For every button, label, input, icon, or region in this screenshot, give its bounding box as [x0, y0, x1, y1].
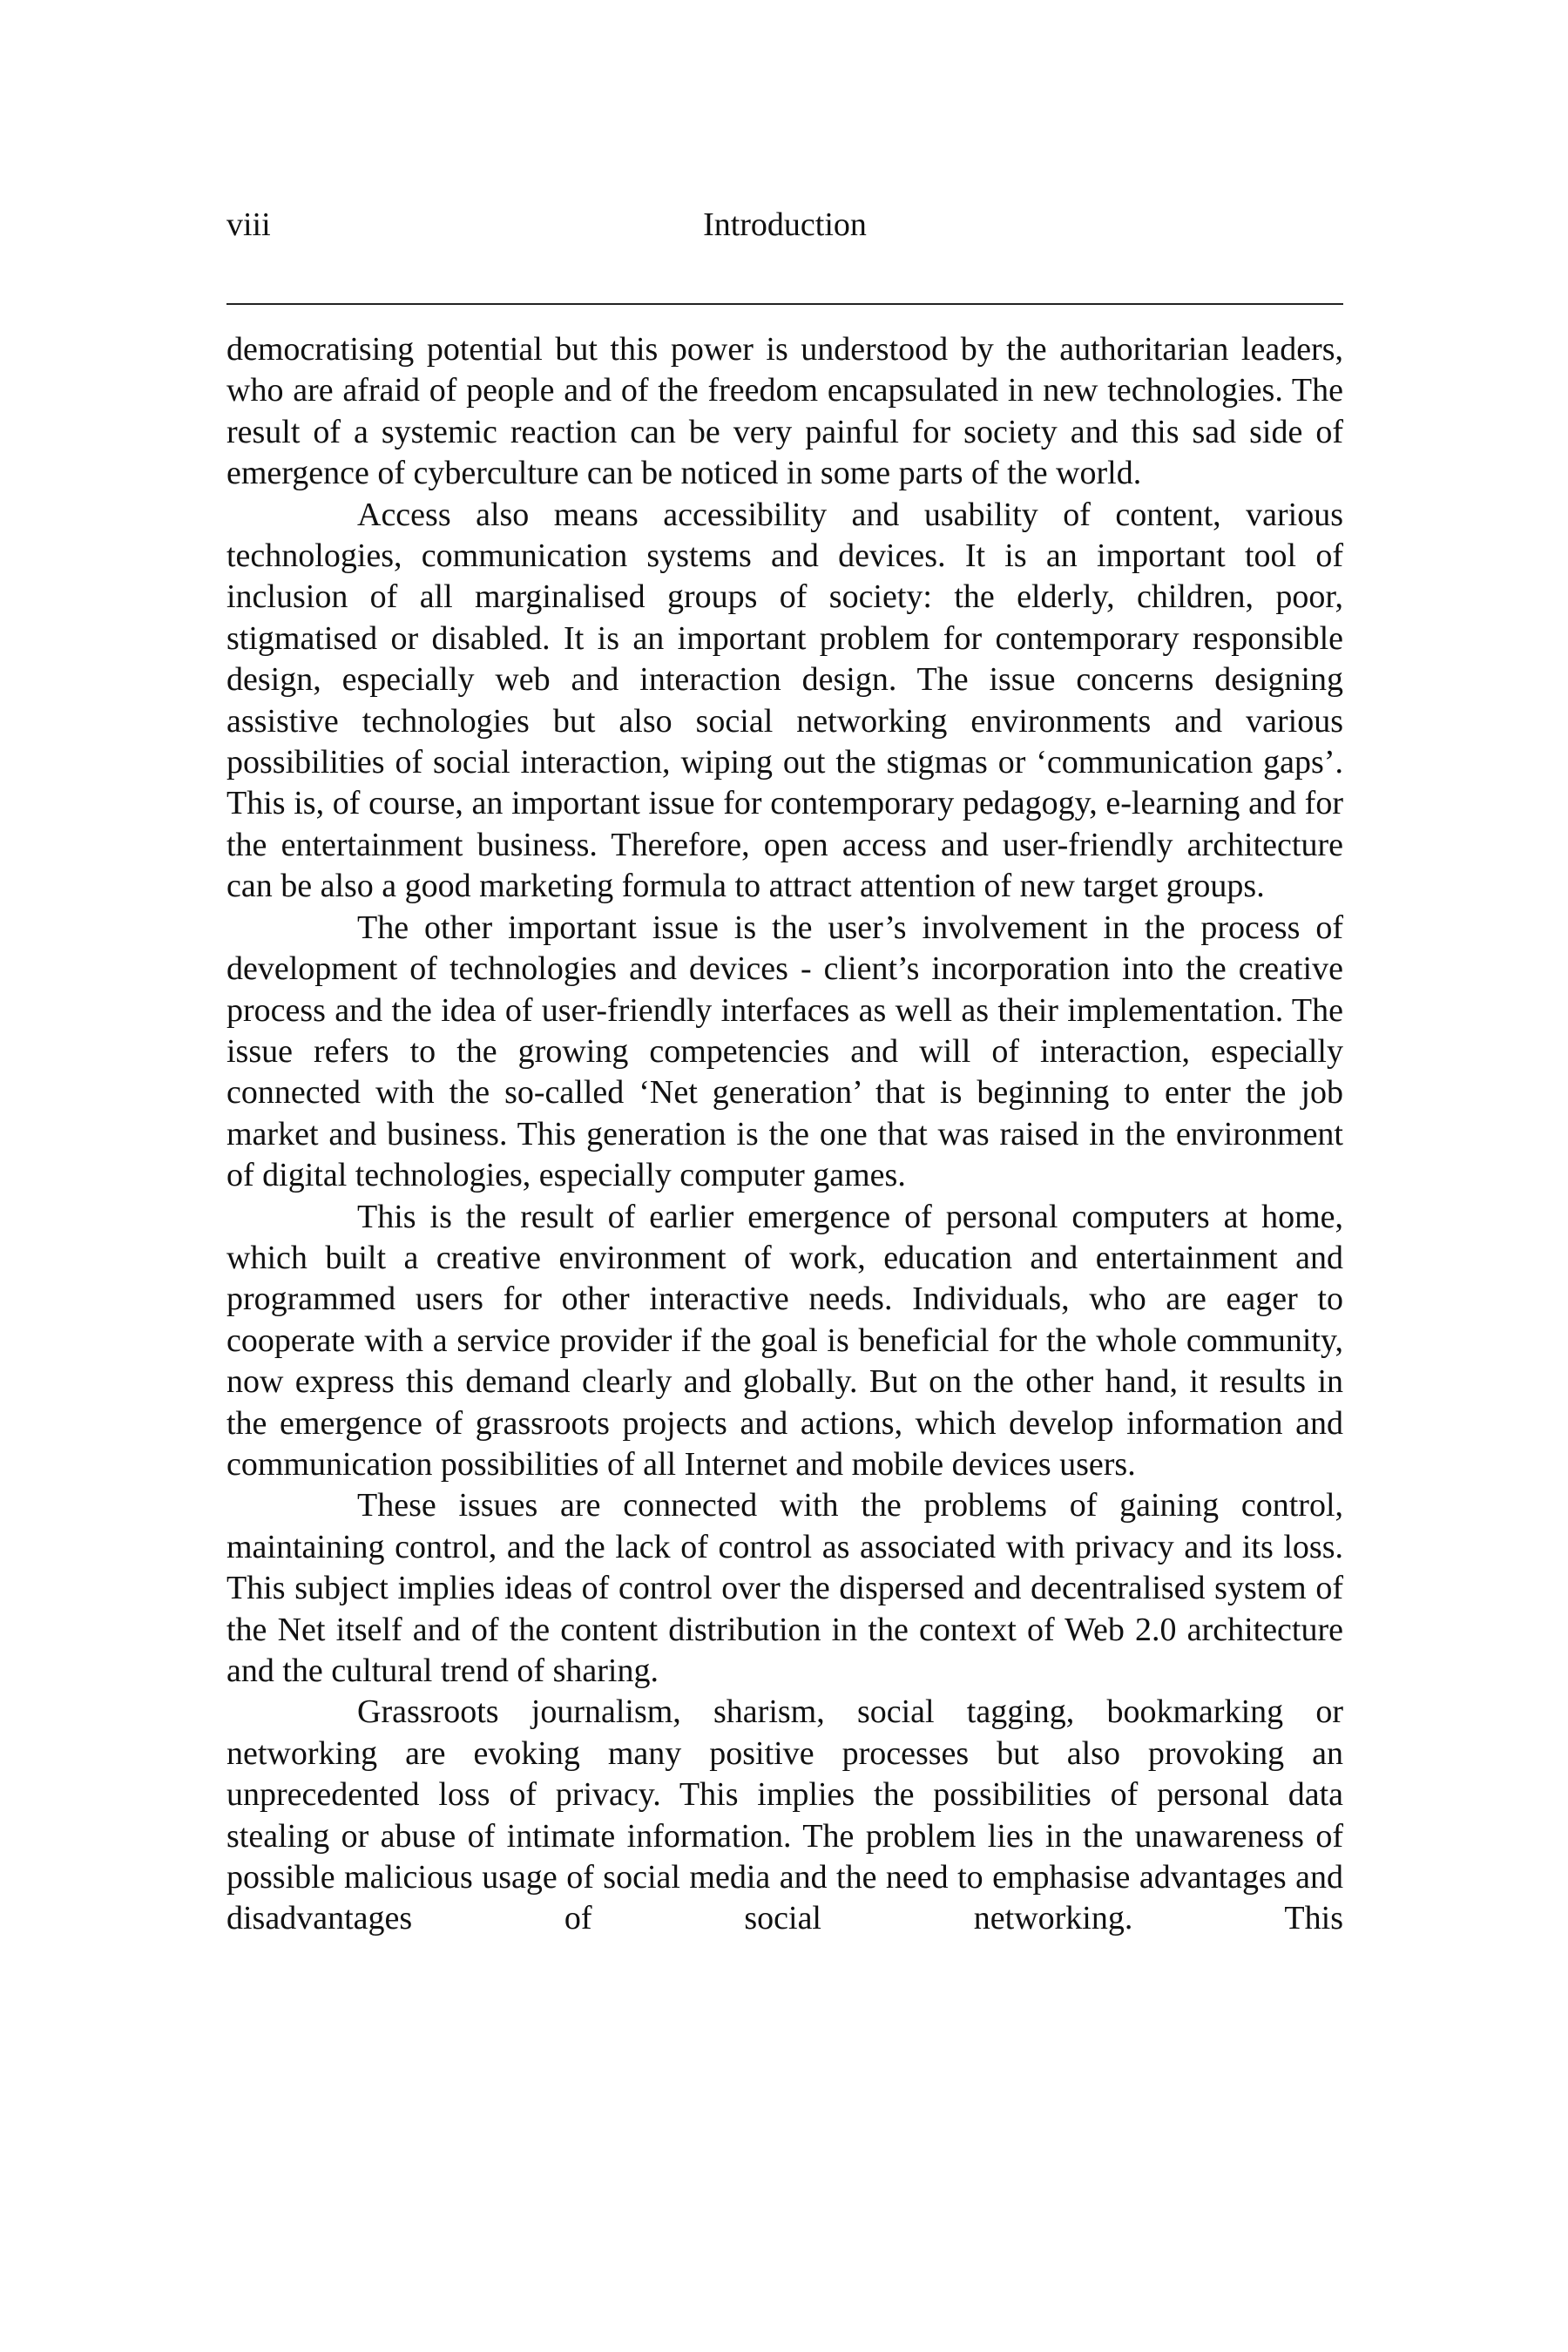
running-title: Introduction	[703, 206, 867, 243]
body-text	[226, 329, 1343, 1940]
header-rule	[226, 303, 1343, 305]
paragraph: These issues are connected with the problems of gaining control, maintaining control, and the lack of control as associated with privacy and its loss. This subject implies ideas of control over the dispersed and decentralised system of the Net itself and of the content distribution in the context of Web 2.0 architecture and the cultural trend of sharing.	[226, 1487, 1343, 1689]
paragraph: democratising potential but this power is understood by the authoritarian leaders, who are afraid of people and of the freedom encapsulated in new technologies. The result of a systemic reaction can be very painful for society and this sad side of emergence of cyberculture can be noticed in some parts of the world.	[226, 331, 1343, 492]
page-number: viii	[226, 206, 271, 243]
page-header	[226, 203, 1343, 247]
paragraph: Access also means accessibility and usability of content, various technologies, communication systems and devices. It is an important tool of inclusion of all marginalised groups of society: the elderly, children, poor, stigmatised or disabled. It is an important problem for contemporary responsible design, especially web and interaction design. The issue concerns designing assistive technologies but also social networking environments and various possibilities of social interaction, wiping out the stigmas or ‘communication gaps’. This is, of course, an important issue for contemporary pedagogy, e-learning and for the entertainment business. Therefore, open access and user-friendly architecture can be also a good marketing formula to attract attention of new target groups.	[226, 496, 1343, 905]
paragraph: The other important issue is the user’s involvement in the process of development of technologies and devices - client’s incorporation into the creative process and the idea of user-friendly interfaces as well as their implementation. The issue refers to the growing competencies and will of interaction, especially connected with the so-called ‘Net generation’ that is beginning to enter the job market and business. This generation is the one that was raised in the environment of digital technologies, especially computer games.	[226, 909, 1343, 1194]
paragraph: This is the result of earlier emergence of personal computers at home, which built a creative environment of work, education and entertainment and programmed users for other interactive needs. Individuals, who are eager to cooperate with a service provider if the goal is beneficial for the whole community, now express this demand clearly and globally. But on the other hand, it results in the emergence of grassroots projects and actions, which develop information and communication possibilities of all Internet and mobile devices users.	[226, 1198, 1343, 1483]
paragraph: Grassroots journalism, sharism, social tagging, bookmarking or networking are evoking many positive processes but also provoking an unprecedented loss of privacy. This implies the possibilities of personal data stealing or abuse of intimate information. The problem lies in the unawareness of possible malicious usage of social media and the need to emphasise advantages and disadvantages of social networking. This	[226, 1693, 1343, 1937]
